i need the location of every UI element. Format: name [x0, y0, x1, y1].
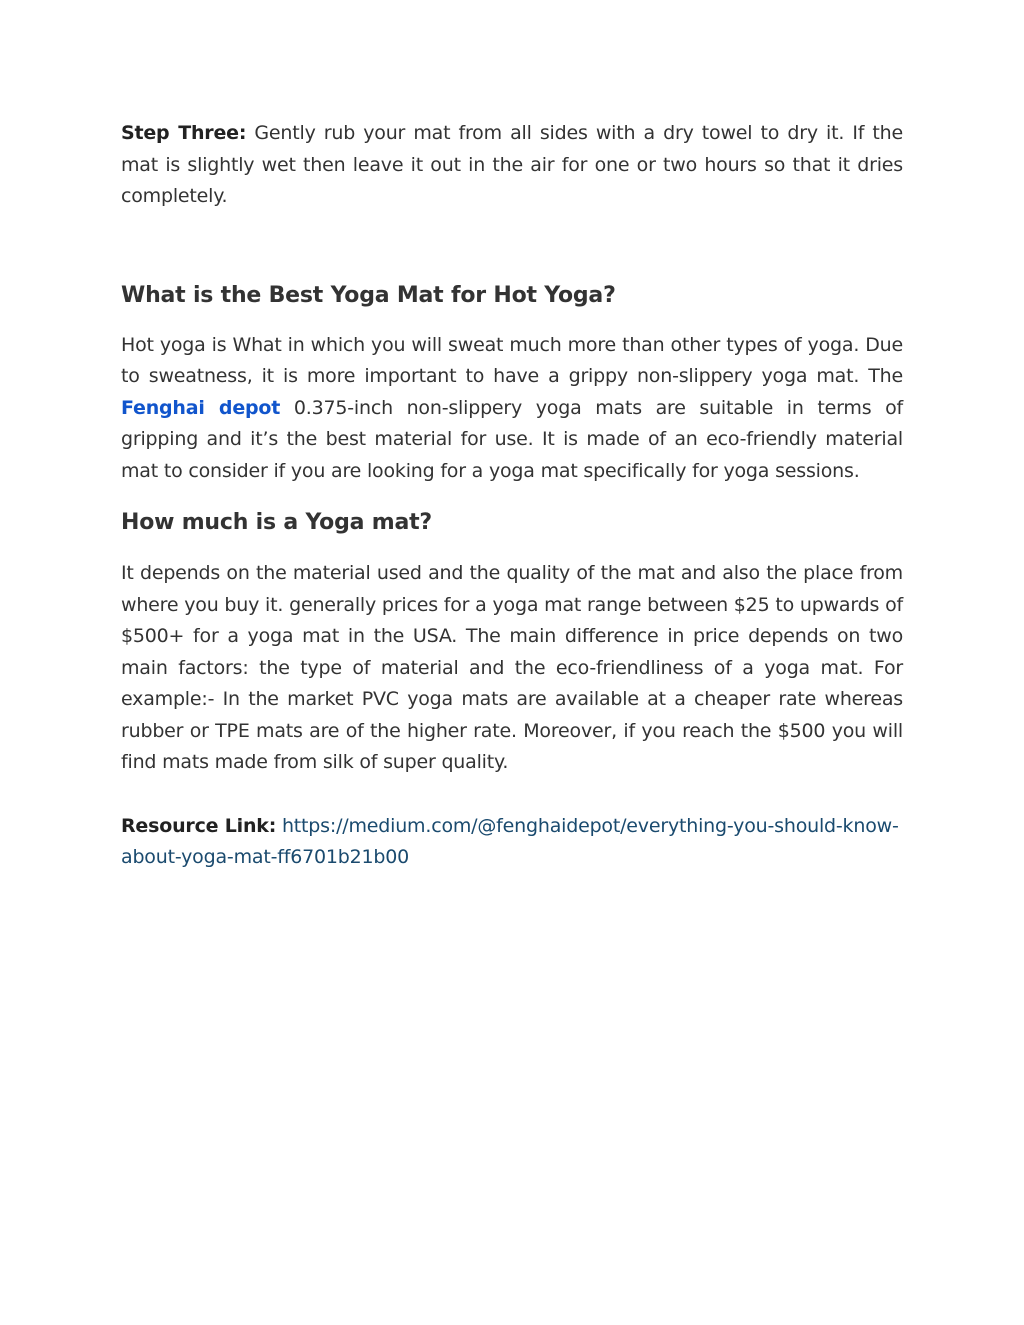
hot-yoga-paragraph: [121, 330, 903, 488]
resource-url-link[interactable]: https://medium.com/@fenghaidepot/everything-you-should-know-about-yoga-mat-ff6701b21b00: [121, 814, 899, 868]
price-paragraph: It depends on the material used and the quality of the mat and also the place from where you buy it. generally prices for a yoga mat range between $25 to upwards of $500+ for a yoga mat in the USA. The main difference in price depends on two main factors: the type of material and the eco-friendliness of a yoga mat. For example:- In the market PVC yoga mats are available at a cheaper rate whereas rubber or TPE mats are of the higher rate. Moreover, if you reach the $500 you will find mats made from silk of super quality.: [121, 562, 903, 773]
hot-yoga-text-after: 0.375-inch non-slippery yoga mats are suitable in terms of gripping and it’s the best material for use. It is made of an eco-friendly material mat to consider if you are looking for a yoga mat specifically for yoga sessions.: [121, 396, 903, 482]
resource-label: Resource Link:: [121, 814, 277, 837]
resource-paragraph: [121, 811, 903, 874]
hot-yoga-text-before: Hot yoga is What in which you will sweat much more than other types of yoga. Due to sweatness, it is more important to have a grippy non-slippery yoga mat. The: [121, 333, 903, 387]
fenghai-depot-link[interactable]: Fenghai depot: [121, 396, 281, 419]
price-heading: How much is a Yoga mat?: [121, 510, 432, 535]
step-three-paragraph: [121, 118, 903, 213]
document-body: [121, 118, 903, 874]
step-three-text: Gently rub your mat from all sides with a dry towel to dry it. If the mat is slightly wet then leave it out in the air for one or two hours so that it dries completely.: [121, 122, 903, 207]
hot-yoga-heading: What is the Best Yoga Mat for Hot Yoga?: [121, 282, 616, 308]
step-three-label: Step Three:: [121, 122, 247, 144]
